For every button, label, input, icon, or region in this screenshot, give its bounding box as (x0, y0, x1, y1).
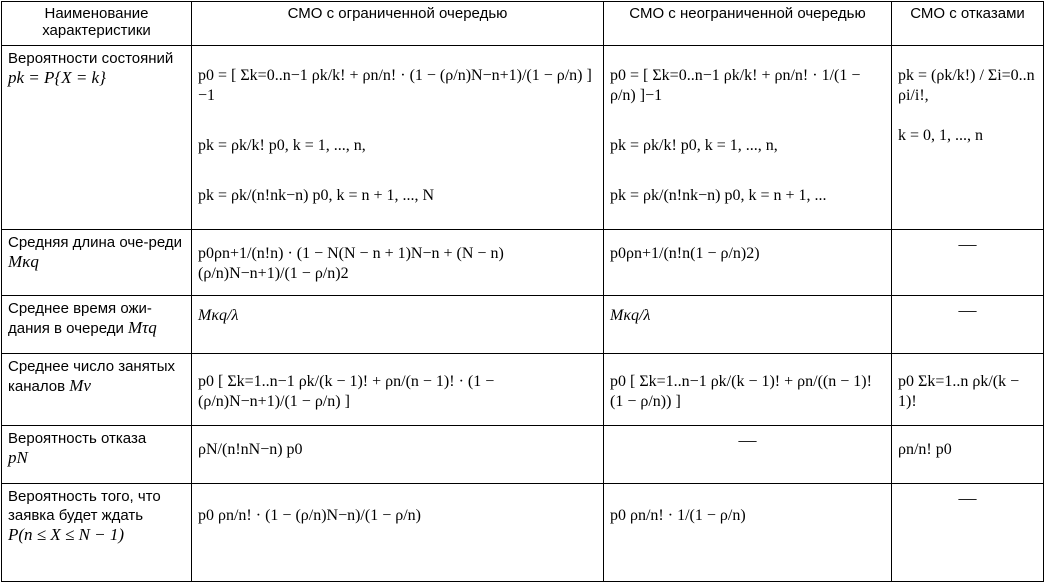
row-label-text: Вероятность того, что заявка будет ждать (8, 488, 161, 524)
row-label-text: Среднее время ожи-дания в очереди (8, 300, 152, 337)
formula-cell-refusals: — (892, 296, 1044, 354)
formula-cell-refusals (892, 426, 1044, 484)
row-label (2, 46, 192, 230)
row-label-text: Вероятности состояний (8, 50, 174, 67)
formula-table (1, 1, 1044, 582)
table-row (2, 296, 1044, 354)
formula-cell-limited (192, 46, 604, 230)
row-label-text: Вероятность отказа (8, 430, 147, 447)
formula-line: p0 = [ Σk=0..n−1 ρk/k! + ρn/n! · (1 − (ρ/n)N−n+1)/(1 − ρ/n) ]−1 (198, 67, 592, 104)
formula-line: p0ρn+1/(n!n) · (1 − N(N − n + 1)N−n + (N − n)(ρ/n)N−n+1)/(1 − ρ/n)2 (198, 245, 504, 282)
row-label-text: Средняя длина оче-реди (8, 234, 182, 251)
formula-cell-limited (192, 230, 604, 296)
formula-line: p0 Σk=1..n ρk/(k − 1)! (898, 373, 1020, 410)
formula-line: pk = ρk/(n!nk−n) p0, k = n + 1, ..., N (198, 187, 435, 204)
formula-cell-limited (192, 354, 604, 426)
formula-line: k = 0, 1, ..., n (898, 127, 984, 144)
formula-line: pk = ρk/k! p0, k = 1, ..., n, (610, 137, 778, 154)
row-symbol: Mν (69, 376, 91, 395)
table-row (2, 230, 1044, 296)
formula-line: Mκq/λ (198, 307, 239, 324)
header-refusals: СМО с отказами (892, 2, 1044, 46)
formula-line: p0 ρn/n! · 1/(1 − ρ/n) (610, 507, 746, 524)
formula-line: Mκq/λ (610, 307, 651, 324)
formula-line: ρn/n! p0 (898, 441, 952, 458)
header-limited-queue: СМО с ограниченной очередью (192, 2, 604, 46)
row-label (2, 354, 192, 426)
row-label (2, 296, 192, 354)
formula-cell-limited (192, 426, 604, 484)
formula-line: p0 ρn/n! · (1 − (ρ/n)N−n)/(1 − ρ/n) (198, 507, 421, 524)
table-row (2, 46, 1044, 230)
formula-line: pk = ρk/(n!nk−n) p0, k = n + 1, ... (610, 187, 827, 204)
formula-cell-unlimited: — (604, 426, 892, 484)
formula-cell-refusals (892, 354, 1044, 426)
row-symbol: Mτq (128, 318, 157, 337)
formula-cell-unlimited (604, 484, 892, 582)
header-characteristic: Наименование характеристики (2, 2, 192, 46)
formula-cell-unlimited (604, 354, 892, 426)
row-symbol: Mκq (8, 252, 39, 271)
formula-line: p0 [ Σk=1..n−1 ρk/(k − 1)! + ρn/((n − 1)!(1 − ρ/n)) ] (610, 373, 872, 410)
formula-line: p0ρn+1/(n!n(1 − ρ/n)2) (610, 245, 760, 262)
formula-line: p0 = [ Σk=0..n−1 ρk/k! + ρn/n! · 1/(1 − ρ/n) ]−1 (610, 67, 861, 104)
row-symbol: P(n ≤ X ≤ N − 1) (8, 525, 125, 544)
formula-cell-refusals: — (892, 230, 1044, 296)
row-label (2, 230, 192, 296)
row-label (2, 484, 192, 582)
formula-cell-refusals (892, 46, 1044, 230)
row-label-text: Среднее число занятых каналов (8, 358, 175, 395)
row-symbol: pk = P{X = k} (8, 68, 106, 87)
formula-cell-unlimited (604, 46, 892, 230)
formula-cell-unlimited (604, 230, 892, 296)
row-label (2, 426, 192, 484)
formula-cell-limited (192, 296, 604, 354)
table-row (2, 354, 1044, 426)
header-row (2, 2, 1044, 46)
formula-cell-limited (192, 484, 604, 582)
formula-line: p0 [ Σk=1..n−1 ρk/(k − 1)! + ρn/(n − 1)! · (1 − (ρ/n)N−n+1)/(1 − ρ/n) ] (198, 373, 495, 410)
formula-line: pk = ρk/k! p0, k = 1, ..., n, (198, 137, 366, 154)
formula-cell-refusals: — (892, 484, 1044, 582)
formula-line: ρN/(n!nN−n) p0 (198, 441, 303, 458)
row-symbol: pN (8, 448, 28, 467)
formula-line: pk = (ρk/k!) / Σi=0..n ρi/i!, (898, 67, 1035, 104)
formula-cell-unlimited (604, 296, 892, 354)
table-row (2, 426, 1044, 484)
header-unlimited-queue: СМО с неограниченной очередью (604, 2, 892, 46)
table-row (2, 484, 1044, 582)
